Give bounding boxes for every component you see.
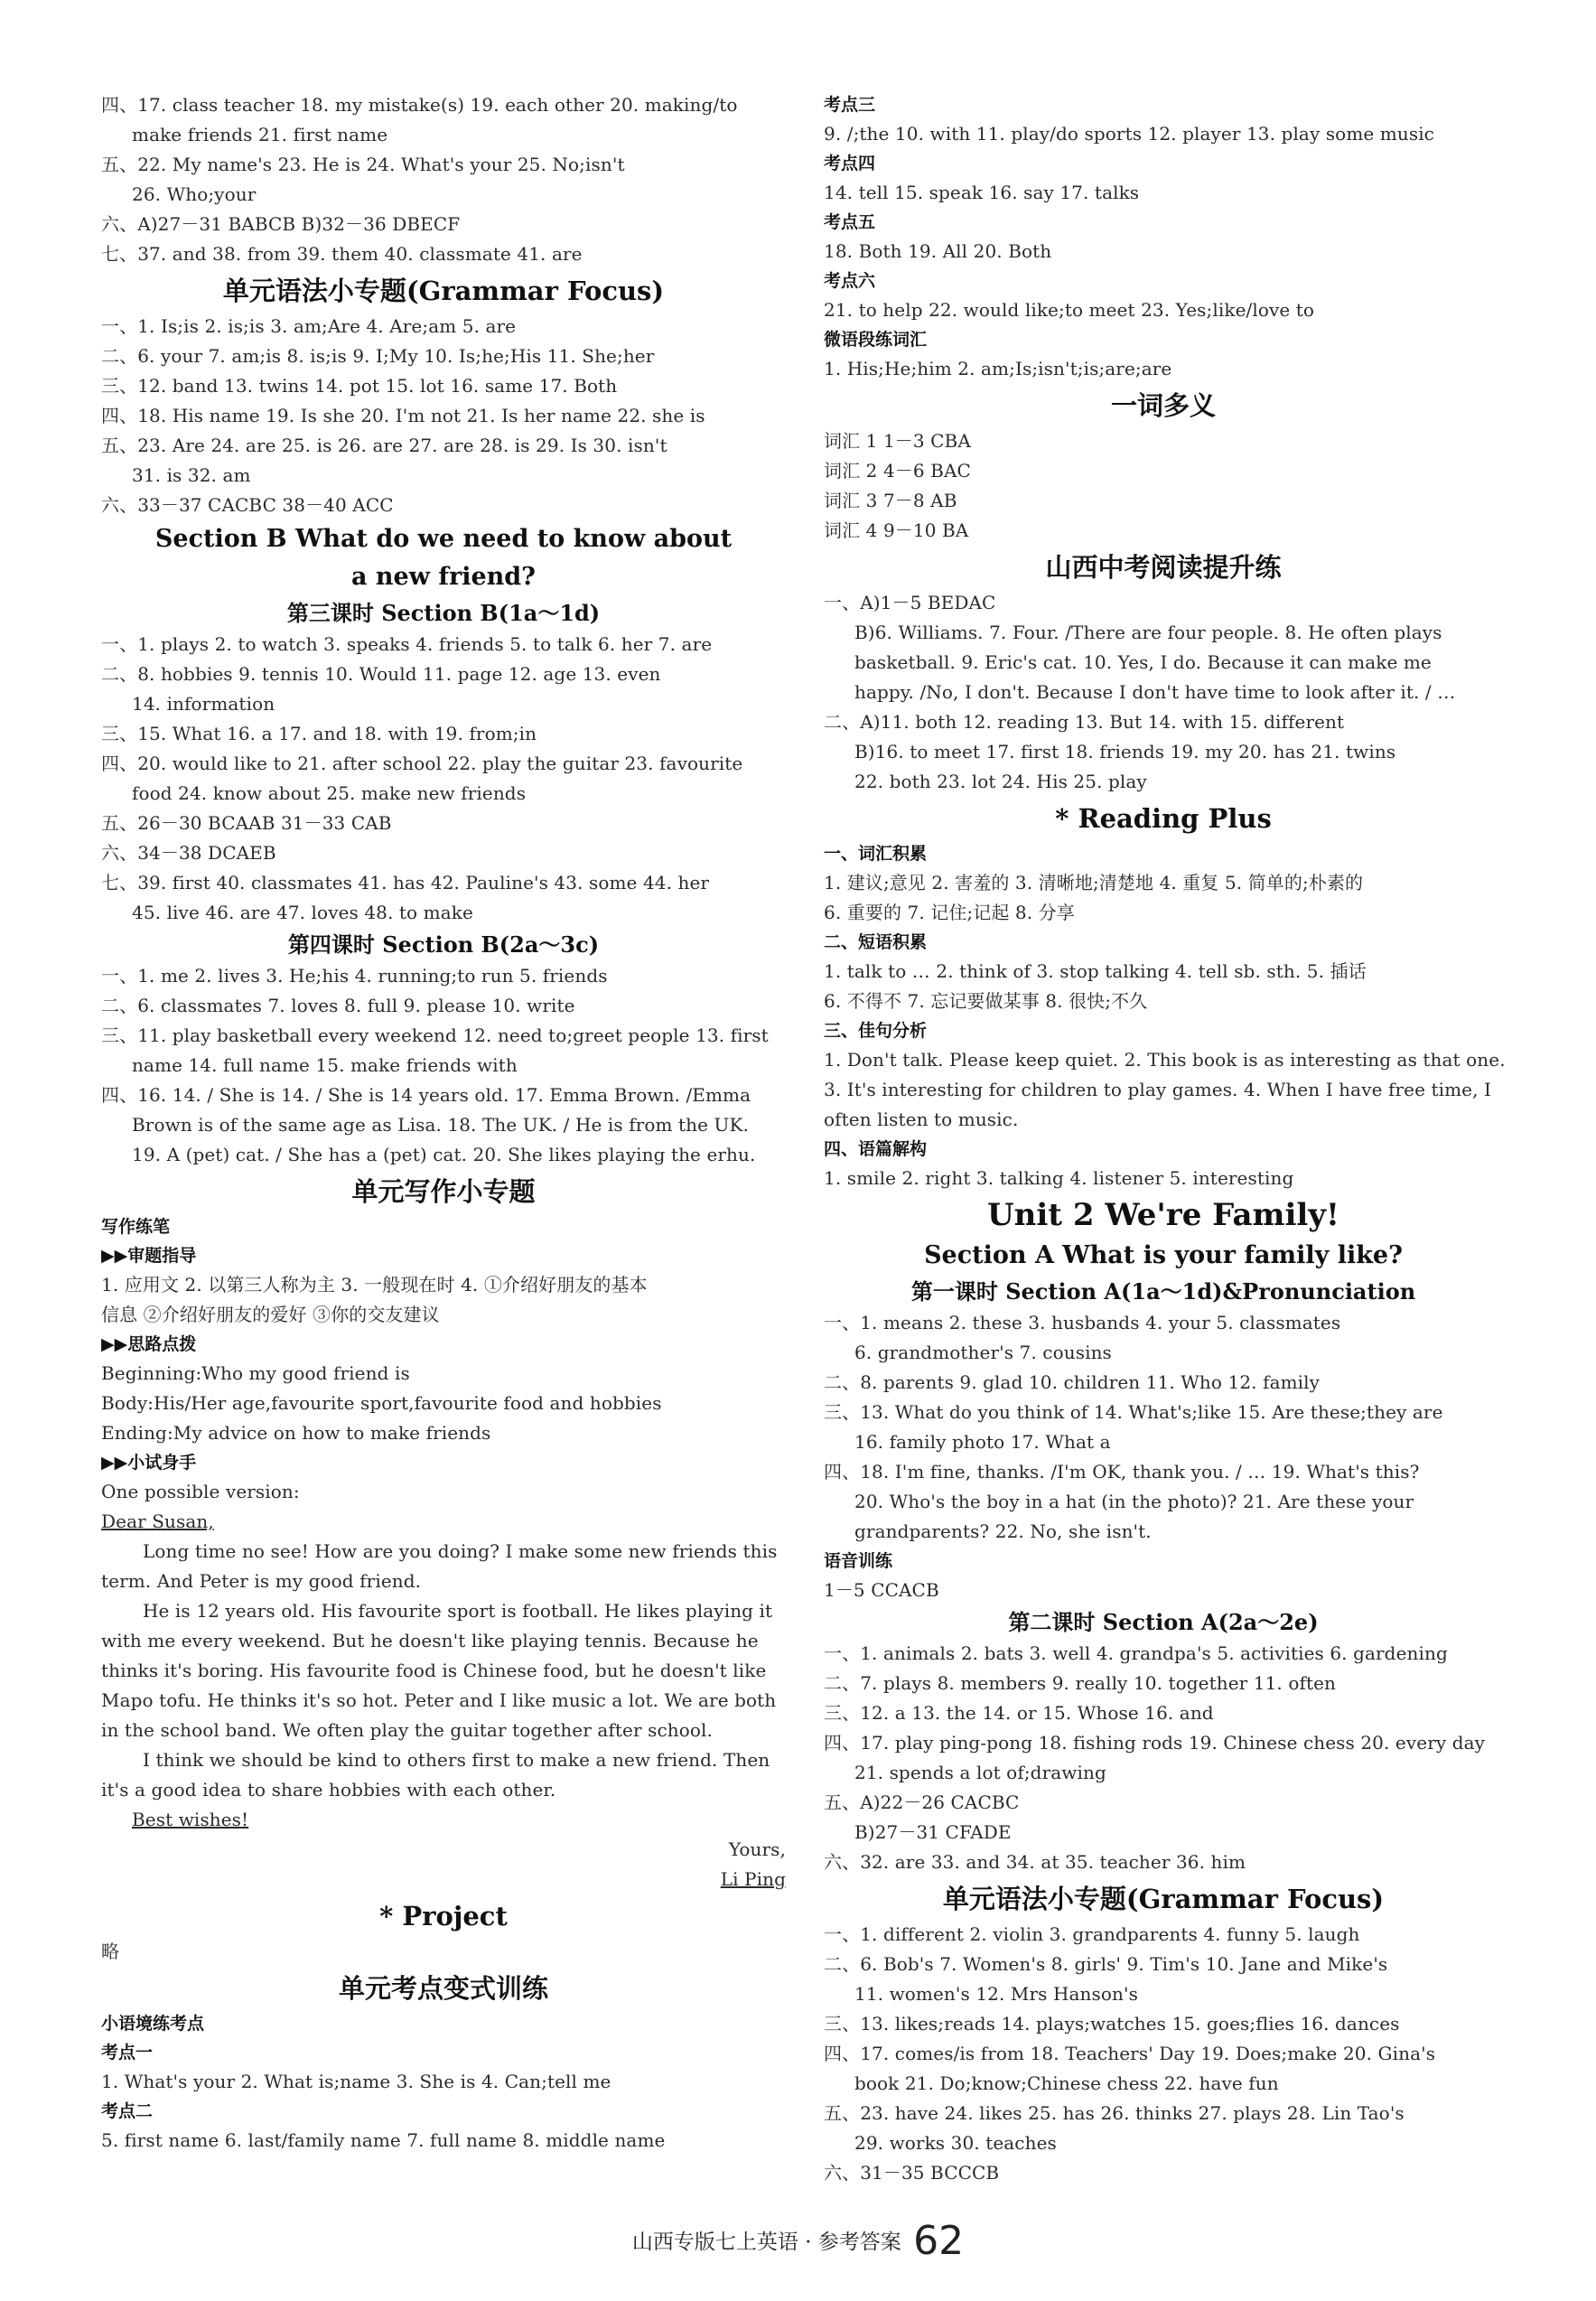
answer-line: Long time no see! How are you doing? I make some new friends this term. And Peter is my good friend. [101, 1540, 778, 1592]
answer-line: 二、8. parents 9. glad 10. children 11. Who 12. family [824, 1371, 1321, 1393]
section-heading: Unit 2 We're Family! [987, 1197, 1339, 1233]
answer-line: 22. both 23. lot 24. His 25. play [854, 771, 1147, 792]
answer-line: 29. works 30. teaches [854, 2132, 1057, 2154]
answer-line: happy. /No, I don't. Because I don't have time to look after it. / … [854, 681, 1456, 703]
answer-line: food 24. know about 25. make new friends [132, 782, 527, 804]
answer-line: 1. smile 2. right 3. talking 4. listener 5. interesting [824, 1167, 1294, 1189]
answer-line: 七、39. first 40. classmates 41. has 42. Pauline's 43. some 44. her [101, 872, 710, 893]
answer-line: 1. talk to … 2. think of 3. stop talking 4. tell sb. sth. 5. 插话 [824, 960, 1367, 982]
sub-heading: 考点六 [824, 271, 876, 291]
section-heading: Section B What do we need to know about [154, 525, 733, 553]
answer-line: 1. What's your 2. What is;name 3. She is 4. Can;tell me [101, 2071, 611, 2092]
sub-heading: 考点一 [101, 2043, 154, 2062]
answer-line: 五、26－30 BCAAB 31－33 CAB [101, 812, 392, 834]
answer-line: 词汇 1 1－3 CBA [824, 430, 971, 452]
sub-heading: ▶▶审题指导 [101, 1246, 197, 1266]
answer-line: 三、12. a 13. the 14. or 15. Whose 16. and [824, 1702, 1214, 1724]
answer-line: 六、32. are 33. and 34. at 35. teacher 36. him [824, 1851, 1246, 1873]
answer-line: B)16. to meet 17. first 18. friends 19. my 20. has 21. twins [854, 741, 1396, 762]
answer-line: make friends 21. first name [132, 124, 388, 145]
sub-heading: 一、词汇积累 [824, 844, 928, 864]
answer-line: 一、1. animals 2. bats 3. well 4. grandpa's 5. activities 6. gardening [824, 1642, 1448, 1664]
answer-line: 26. Who;your [132, 183, 257, 205]
section-heading: 单元写作小专题 [351, 1176, 536, 1207]
answer-line: Yours, [728, 1838, 786, 1860]
answer-line: 1. His;He;him 2. am;Is;isn't;is;are;are [824, 358, 1172, 379]
section-heading: Section A What is your family like? [924, 1241, 1403, 1269]
section-heading: 单元语法小专题(Grammar Focus) [222, 276, 665, 306]
section-heading: a new friend? [351, 563, 536, 591]
answer-line: He is 12 years old. His favourite sport is football. He likes playing it with me every weekend. But he doesn't like playing tennis. Because he thinks it's boring. His favourite food is Chinese food, but he doesn't like Mapo tofu. He thinks it's so hot. Peter and I like music a lot. We are both in the school band. We often play the guitar together after school. [101, 1600, 777, 1741]
answer-line: 二、6. Bob's 7. Women's 8. girls' 9. Tim's 10. Jane and Mike's [824, 1953, 1388, 1975]
sub-heading: 考点五 [824, 212, 876, 232]
answer-line: 六、31－35 BCCCB [824, 2162, 1000, 2184]
section-heading: 第二课时 Section A(2a～2e) [1008, 1609, 1319, 1635]
answer-line: 31. is 32. am [132, 464, 251, 486]
sub-heading: 微语段练词汇 [824, 330, 928, 350]
answer-line: 四、20. would like to 21. after school 22. play the guitar 23. favourite [101, 753, 743, 774]
answer-line: 20. Who's the boy in a hat (in the photo)? 21. Are these your [854, 1491, 1414, 1512]
answer-line: One possible version: [101, 1481, 300, 1502]
answer-line: often listen to music. [824, 1108, 1019, 1130]
answer-line: 14. tell 15. speak 16. say 17. talks [824, 182, 1140, 203]
answer-line: grandparents? 22. No, she isn't. [854, 1520, 1152, 1542]
answer-line: 18. Both 19. All 20. Both [824, 240, 1052, 262]
answer-line: 二、8. hobbies 9. tennis 10. Would 11. page 12. age 13. even [101, 663, 661, 685]
answer-line: 五、A)22－26 CACBC [824, 1791, 1020, 1813]
answer-line: B)6. Williams. 7. Four. /There are four people. 8. He often plays [854, 622, 1442, 643]
answer-column-right [824, 90, 1506, 2188]
answer-line: 四、18. His name 19. Is she 20. I'm not 21. Is her name 22. she is [101, 405, 705, 426]
answer-line: 5. first name 6. last/family name 7. full name 8. middle name [101, 2129, 666, 2151]
answer-line: 二、6. classmates 7. loves 8. full 9. please 10. write [101, 995, 575, 1016]
answer-line: Li Ping [720, 1868, 786, 1890]
sub-heading: 语音训练 [824, 1551, 893, 1571]
answer-line: 二、A)11. both 12. reading 13. But 14. with 15. different [824, 711, 1345, 733]
answer-line: 14. information [132, 693, 275, 715]
section-heading: 第一课时 Section A(1a～1d)&Pronunciation [910, 1278, 1416, 1305]
answer-line: 一、1. means 2. these 3. husbands 4. your 5. classmates [824, 1312, 1341, 1333]
answer-line: 六、34－38 DCAEB [101, 842, 276, 864]
answer-line: 三、15. What 16. a 17. and 18. with 19. from;in [101, 723, 537, 744]
answer-line: 1. Don't talk. Please keep quiet. 2. This book is as interesting as that one. [824, 1049, 1506, 1071]
answer-line: 五、23. have 24. likes 25. has 26. thinks 27. plays 28. Lin Tao's [824, 2102, 1405, 2124]
section-heading: 单元语法小专题(Grammar Focus) [942, 1884, 1385, 1914]
answer-line: Ending:My advice on how to make friends [101, 1422, 491, 1444]
answer-line: Beginning:Who my good friend is [101, 1362, 410, 1384]
answer-line: 二、6. your 7. am;is 8. is;is 9. I;My 10. Is;he;His 11. She;her [101, 345, 655, 367]
answer-line: Brown is of the same age as Lisa. 18. The UK. / He is from the UK. [132, 1114, 750, 1136]
answer-line: 6. 不得不 7. 忘记要做某事 8. 很快;不久 [824, 990, 1148, 1012]
answer-line: 词汇 3 7－8 AB [824, 490, 957, 511]
answer-line: 六、A)27－31 BABCB B)32－36 DBECF [101, 213, 461, 235]
answer-line: Body:His/Her age,favourite sport,favourite food and hobbies [101, 1392, 662, 1414]
sub-heading: 二、短语积累 [824, 932, 928, 952]
footer-text: 山西专版七上英语 · 参考答案 [631, 2231, 901, 2254]
answer-line: B)27－31 CFADE [854, 1821, 1012, 1843]
answer-line: 略 [101, 1941, 120, 1962]
sub-heading: ▶▶小试身手 [101, 1453, 197, 1473]
answer-line: 6. 重要的 7. 记住;记起 8. 分享 [824, 902, 1075, 923]
answer-line: 三、13. What do you think of 14. What's;like 15. Are these;they are [824, 1401, 1443, 1423]
answer-line: 1. 建议;意见 2. 害羞的 3. 清晰地;清楚地 4. 重复 5. 简单的;朴素的 [824, 872, 1364, 893]
answer-line: 词汇 4 9－10 BA [824, 519, 969, 541]
answer-line: 四、18. I'm fine, thanks. /I'm OK, thank you. / … 19. What's this? [824, 1461, 1420, 1483]
answer-line: name 14. full name 15. make friends with [132, 1054, 518, 1076]
answer-line: 11. women's 12. Mrs Hanson's [854, 1983, 1138, 2005]
answer-line: 七、37. and 38. from 39. them 40. classmate 41. are [101, 243, 583, 265]
section-heading: 第三课时 Section B(1a～1d) [286, 600, 601, 626]
answer-line: 19. A (pet) cat. / She has a (pet) cat. 20. She likes playing the erhu. [132, 1144, 756, 1165]
answer-line: 一、1. me 2. lives 3. He;his 4. running;to run 5. friends [101, 965, 608, 987]
section-heading: 单元考点变式训练 [338, 1973, 548, 2004]
answer-line: 3. It's interesting for children to play games. 4. When I have free time, I [824, 1079, 1492, 1100]
section-heading: * Project [379, 1901, 508, 1932]
answer-column-left [101, 90, 786, 2156]
answer-line: 五、22. My name's 23. He is 24. What's your 25. No;isn't [101, 154, 625, 175]
answer-line: 一、1. Is;is 2. is;is 3. am;Are 4. Are;am 5. are [101, 315, 517, 337]
section-heading: * Reading Plus [1055, 803, 1272, 834]
answer-line: I think we should be kind to others first to make a new friend. Then it's a good idea to share hobbies with each other. [101, 1749, 770, 1801]
answer-line: basketball. 9. Eric's cat. 10. Yes, I do. Because it can make me [854, 651, 1432, 673]
sub-heading: 写作练笔 [101, 1217, 171, 1237]
page-number: 62 [913, 2218, 965, 2264]
sub-heading: 小语境练考点 [101, 2014, 205, 2034]
answer-line: 六、33－37 CACBC 38－40 ACC [101, 494, 394, 516]
sub-heading: 考点三 [824, 95, 876, 115]
sub-heading: 考点二 [101, 2101, 154, 2121]
answer-line: 21. spends a lot of;drawing [854, 1762, 1106, 1783]
answer-line: 21. to help 22. would like;to meet 23. Yes;like/love to [824, 299, 1315, 321]
answer-line: 信息 ②介绍好朋友的爱好 ③你的交友建议 [101, 1304, 440, 1325]
answer-line: 二、7. plays 8. members 9. really 10. together 11. often [824, 1672, 1337, 1694]
answer-line: 四、17. play ping-pong 18. fishing rods 19. Chinese chess 20. every day [824, 1732, 1486, 1754]
section-heading: 第四课时 Section B(2a～3c) [287, 931, 600, 958]
sub-heading: 考点四 [824, 154, 876, 173]
section-heading: 一词多义 [1110, 390, 1216, 421]
section-heading: 山西中考阅读提升练 [1045, 552, 1282, 583]
answer-line: 四、17. class teacher 18. my mistake(s) 19. each other 20. making/to [101, 94, 738, 116]
answer-line: 五、23. Are 24. are 25. is 26. are 27. are 28. is 29. Is 30. isn't [101, 435, 667, 456]
sub-heading: ▶▶思路点拨 [101, 1334, 197, 1354]
answer-line: 四、17. comes/is from 18. Teachers' Day 19. Does;make 20. Gina's [824, 2043, 1436, 2064]
answer-line: 三、11. play basketball every weekend 12. need to;greet people 13. first [101, 1024, 769, 1046]
answer-line: 一、1. plays 2. to watch 3. speaks 4. friends 5. to talk 6. her 7. are [101, 633, 713, 655]
answer-line: 四、16. 14. / She is 14. / She is 14 years old. 17. Emma Brown. /Emma [101, 1084, 751, 1106]
answer-line: Dear Susan, [101, 1511, 214, 1532]
answer-line: 16. family photo 17. What a [854, 1431, 1111, 1453]
sub-heading: 四、语篇解构 [824, 1139, 928, 1159]
answer-line: 三、13. likes;reads 14. plays;watches 15. goes;flies 16. dances [824, 2013, 1400, 2034]
sub-heading: 三、佳句分析 [824, 1021, 928, 1041]
answer-line: 1－5 CCACB [824, 1579, 939, 1601]
answer-line: 三、12. band 13. twins 14. pot 15. lot 16. same 17. Both [101, 375, 618, 397]
answer-line: 1. 应用文 2. 以第三人称为主 3. 一般现在时 4. ①介绍好朋友的基本 [101, 1274, 648, 1295]
answer-line: 45. live 46. are 47. loves 48. to make [132, 902, 473, 923]
answer-line: Best wishes! [132, 1809, 249, 1830]
answer-line: book 21. Do;know;Chinese chess 22. have fun [854, 2072, 1279, 2094]
answer-line: 6. grandmother's 7. cousins [854, 1342, 1112, 1363]
answer-line: 一、A)1－5 BEDAC [824, 592, 996, 613]
answer-line: 一、1. different 2. violin 3. grandparents 4. funny 5. laugh [824, 1923, 1360, 1945]
answer-line: 9. /;the 10. with 11. play/do sports 12. player 13. play some music [824, 123, 1434, 145]
page-footer [0, 2218, 1596, 2264]
answer-line: 词汇 2 4－6 BAC [824, 460, 971, 482]
